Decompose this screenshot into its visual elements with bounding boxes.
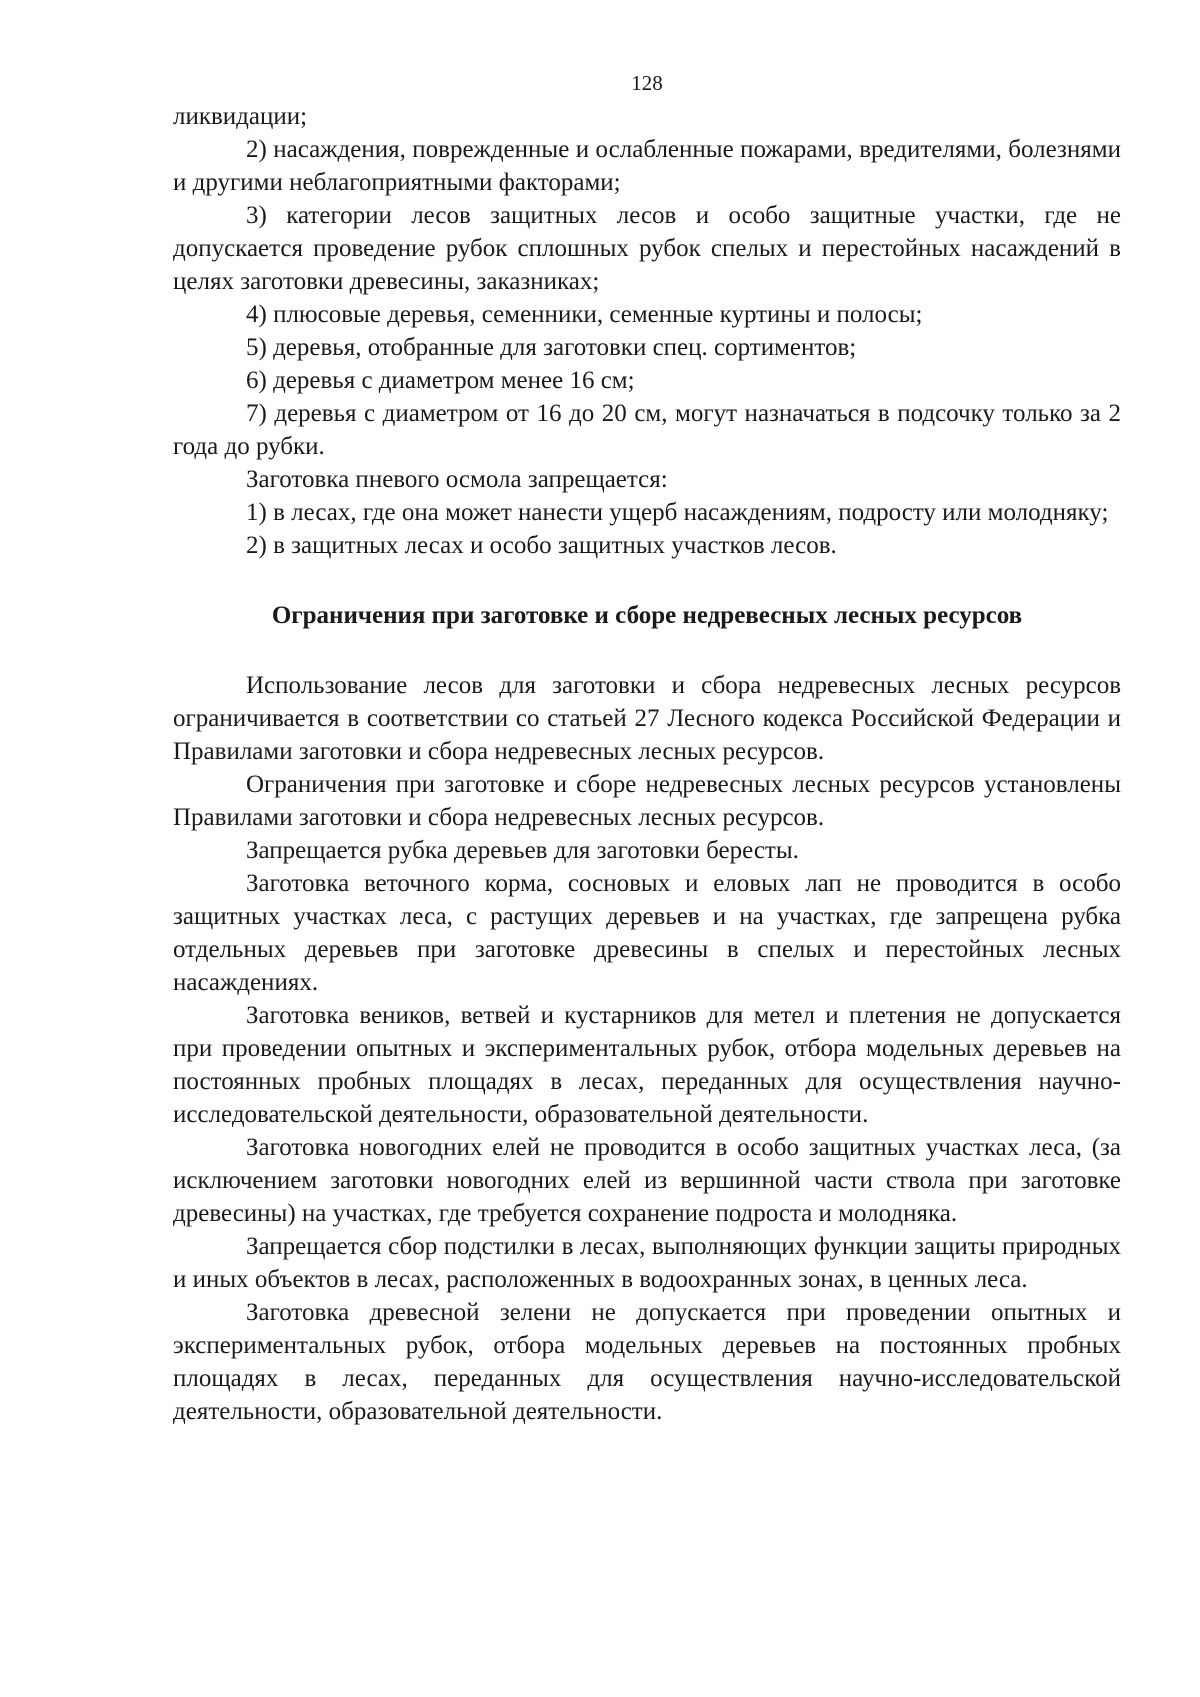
paragraph: Запрещается сбор подстилки в лесах, выполняющих функции защиты природных и иных объектов в лесах, расположенных в водоохранных зонах, в ценных леса.	[173, 1233, 1121, 1293]
list-item: 1) в лесах, где она может нанести ущерб насаждениям, подросту или молодняку;	[246, 499, 1109, 526]
list-item: 4) плюсовые деревья, семенники, семенные куртины и полосы;	[246, 301, 923, 328]
list-item: 2) насаждения, поврежденные и ослабленные пожарами, вредителями, болезнями и другими неблагоприятными факторами;	[173, 136, 1121, 196]
paragraph: Заготовка новогодних елей не проводится в особо защитных участках леса, (за исключением заготовки новогодних елей из вершинной части ствола при заготовке древесины) на участках, где требуется сохранение подроста и молодняка.	[173, 1134, 1121, 1227]
list-item: 7) деревья с диаметром от 16 до 20 см, могут назначаться в подсочку только за 2 года до рубки.	[173, 400, 1121, 460]
list-item: 6) деревья с диаметром менее 16 см;	[246, 367, 635, 394]
paragraph: Заготовка веточного корма, сосновых и еловых лап не проводится в особо защитных участках леса, с растущих деревьев и на участках, где запрещена рубка отдельных деревьев при заготовке древесины в спелых и перестойных лесных насаждениях.	[173, 870, 1121, 996]
paragraph: Заготовка веников, ветвей и кустарников для метел и плетения не допускается при проведении опытных и экспериментальных рубок, отбора модельных деревьев на постоянных пробных площадях в лесах, переданных для осуществления научно-исследовательской деятельности, образовательной деятельности.	[173, 1002, 1121, 1128]
document-page	[173, 68, 1121, 1428]
paragraph: Заготовка древесной зелени не допускается при проведении опытных и экспериментальных рубок, отбора модельных деревьев на постоянных пробных площадях в лесах, переданных для осуществления научно-исследовательской деятельности, образовательной деятельности.	[173, 1299, 1121, 1425]
paragraphs-bottom	[173, 669, 1121, 1428]
page-number: 128	[631, 71, 663, 95]
paragraphs-top	[173, 100, 1121, 562]
paragraph: Ограничения при заготовке и сборе недревесных лесных ресурсов установлены Правилами заготовки и сбора недревесных лесных ресурсов.	[173, 771, 1121, 831]
paragraph: Использование лесов для заготовки и сбора недревесных лесных ресурсов ограничивается в соответствии со статьей 27 Лесного кодекса Российской Федерации и Правилами заготовки и сбора недревесных лесных ресурсов.	[173, 672, 1121, 765]
list-item: 2) в защитных лесах и особо защитных участков лесов.	[246, 532, 837, 559]
paragraph: Запрещается рубка деревьев для заготовки бересты.	[246, 837, 799, 864]
list-item: 5) деревья, отобранные для заготовки спец. сортиментов;	[246, 334, 857, 361]
paragraph: Заготовка пневого осмола запрещается:	[246, 466, 668, 493]
paragraph: ликвидации;	[173, 103, 308, 130]
list-item: 3) категории лесов защитных лесов и особо защитные участки, где не допускается проведение рубок сплошных рубок спелых и перестойных насаждений в целях заготовки древесины, заказниках;	[173, 202, 1121, 295]
section-heading: Ограничения при заготовке и сборе недревесных лесных ресурсов	[271, 602, 1023, 629]
